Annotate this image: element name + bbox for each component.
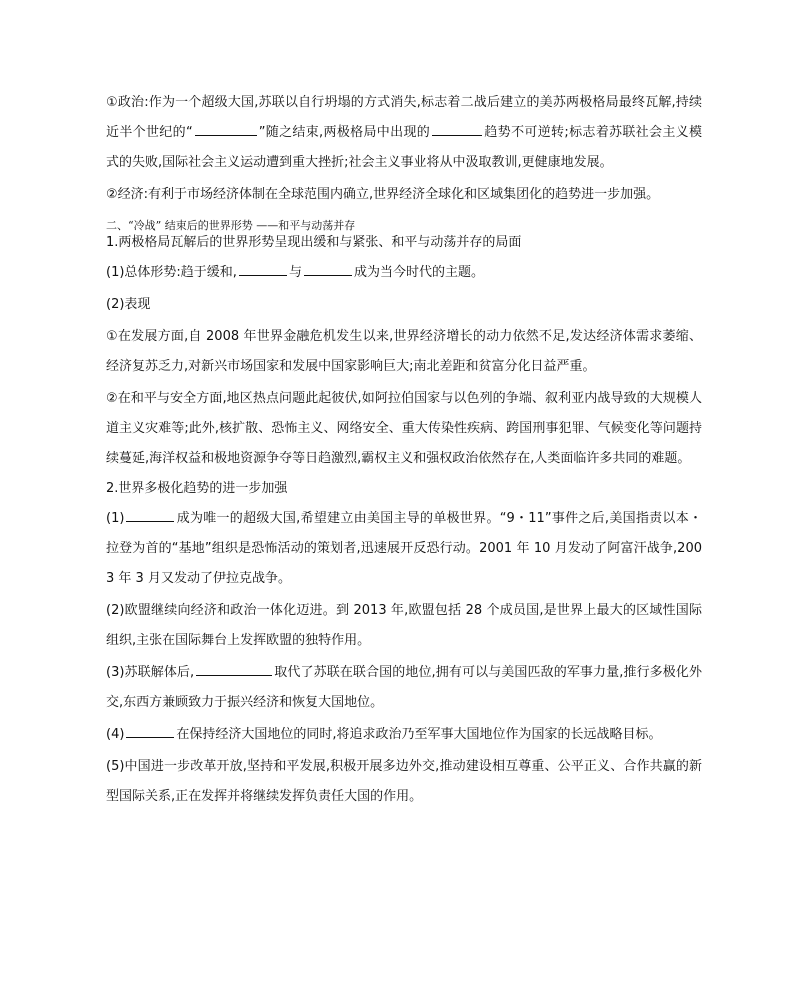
p3-text-b: 取代了苏联在联合国的地位,拥有可以与美国匹敌的军事力量,推行多极化外交,东西方兼顾致力于振兴经济和恢复大国地位。 [106, 665, 702, 710]
overall-text-b: 与 [288, 265, 302, 280]
politics-text-a: ①政治:作为一个超级大国,苏联以自行坍塌的方式消失,标志着二战后建立的美苏两极格局最终瓦解,持续近半个世纪的“ [106, 95, 702, 140]
p1-text-a: (1) [106, 511, 125, 526]
russia-paragraph [106, 658, 702, 718]
p1-text-b: 成为唯一的超级大国,希望建立由美国主导的单极世界。“9・11”事件之后,美国指责以本・拉登为首的“基地”组织是恐怖活动的策划者,迅速展开反恐行动。2001 年 10 月发动了阿富汗战争,2003 年 3 月又发动了伊拉克战争。 [106, 511, 702, 586]
overall-situation-paragraph [106, 258, 702, 288]
manifest-heading: (2)表现 [106, 297, 151, 312]
eu-paragraph: (2)欧盟继续向经济和政治一体化迈进。到 2013 年,欧盟包括 28 个成员国,是世界上最大的区域性国际组织,主张在国际舞台上发挥欧盟的独特作用。 [106, 603, 702, 648]
politics-text-b: ”随之结束,两极格局中出现的 [258, 125, 431, 140]
section-heading: 二、“冷战” 结束后的世界形势 ——和平与动荡并存 [106, 219, 356, 232]
fill-blank-2[interactable] [432, 121, 482, 136]
p4-text-b: 在保持经济大国地位的同时,将追求政治乃至军事大国地位作为国家的长远战略目标。 [176, 727, 662, 742]
fill-blank-6[interactable] [196, 661, 272, 676]
fill-blank-5[interactable] [126, 507, 174, 522]
subsection-1-heading: 1.两极格局瓦解后的世界形势呈现出缓和与紧张、和平与动荡并存的局面 [106, 235, 522, 250]
development-paragraph: ①在发展方面,自 2008 年世界金融危机发生以来,世界经济增长的动力依然不足,发达经济体需求萎缩、经济复苏乏力,对新兴市场国家和发展中国家影响巨大;南北差距和贫富分化日益严重。 [106, 329, 702, 374]
politics-text-c: 趋势不可逆转;标志着苏联社会主义模式的失败,国际社会主义运动遭到重大挫折;社会主义事业将从中汲取教训,更健康地发展。 [106, 125, 702, 170]
usa-paragraph [106, 504, 702, 594]
fill-blank-1[interactable] [195, 121, 257, 136]
fill-blank-4[interactable] [304, 261, 352, 276]
subsection-2-heading: 2.世界多极化趋势的进一步加强 [106, 481, 288, 496]
japan-paragraph [106, 720, 702, 750]
politics-paragraph [106, 88, 702, 178]
p4-text-a: (4) [106, 727, 125, 742]
overall-text-a: (1)总体形势:趋于缓和, [106, 265, 237, 280]
security-paragraph: ②在和平与安全方面,地区热点问题此起彼伏,如阿拉伯国家与以色列的争端、叙利亚内战导致的大规模人道主义灾难等;此外,核扩散、恐怖主义、网络安全、重大传染性疾病、跨国刑事犯罪、气候变化等问题持续蔓延,海洋权益和极地资源争夺等日趋激烈,霸权主义和强权政治依然存在,人类面临许多共同的难题。 [106, 391, 702, 466]
economy-paragraph: ②经济:有利于市场经济体制在全球范围内确立,世界经济全球化和区域集团化的趋势进一步加强。 [106, 187, 660, 202]
overall-text-c: 成为当今时代的主题。 [353, 265, 484, 280]
p3-text-a: (3)苏联解体后, [106, 665, 195, 680]
fill-blank-3[interactable] [239, 261, 287, 276]
china-paragraph: (5)中国进一步改革开放,坚持和平发展,积极开展多边外交,推动建设相互尊重、公平正义、合作共赢的新型国际关系,正在发挥并将继续发挥负责任大国的作用。 [106, 759, 702, 804]
fill-blank-7[interactable] [126, 723, 174, 738]
